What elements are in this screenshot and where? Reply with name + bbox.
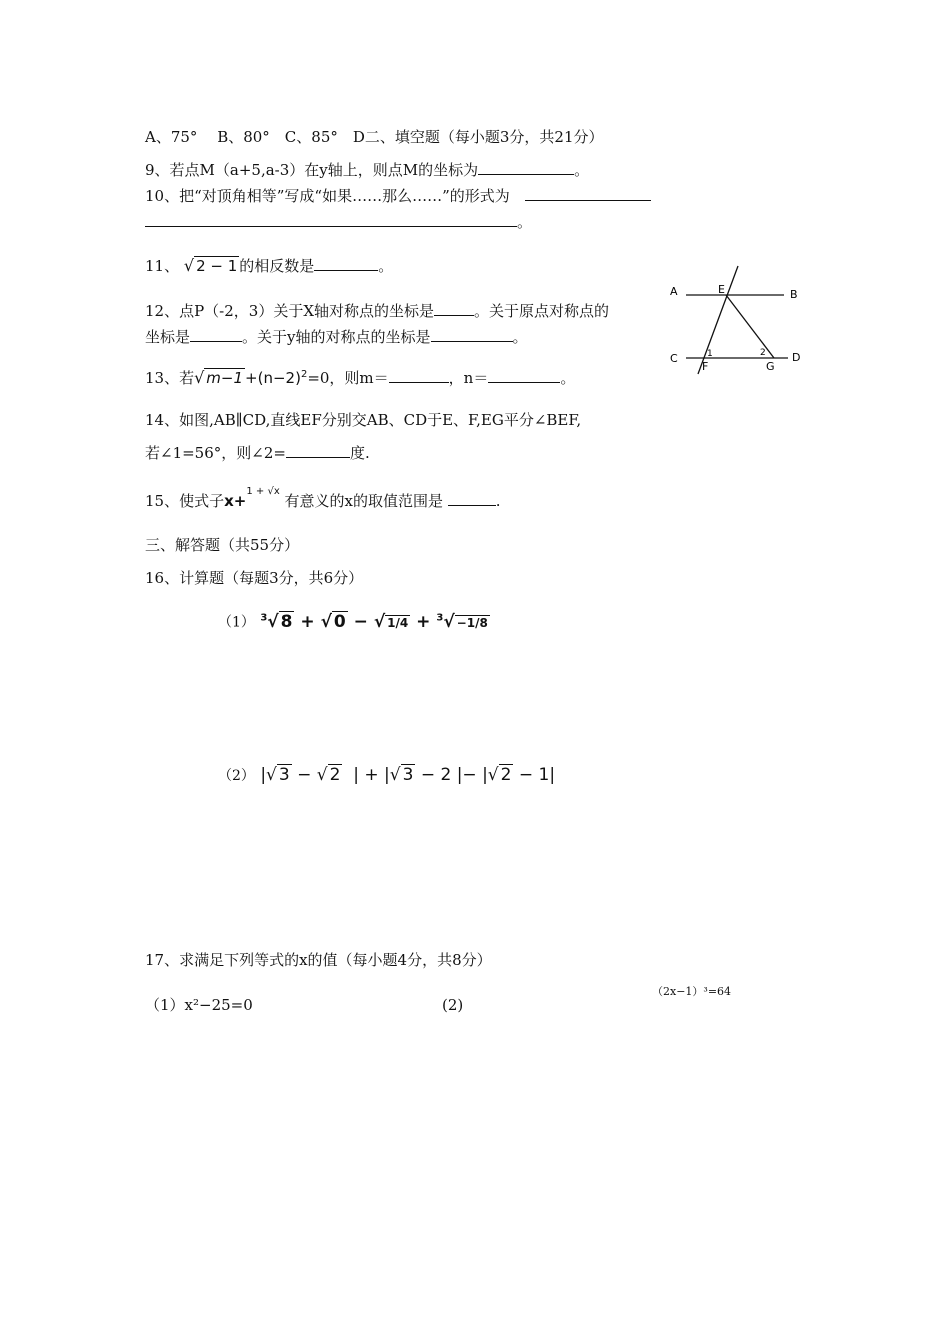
q14-blank	[286, 443, 350, 458]
q15-exponent: 1 + √x	[246, 486, 280, 497]
q13-text: =0，则m＝	[307, 369, 389, 387]
q15-prefix: 15、使式子	[145, 492, 225, 510]
section3-title: 三、解答题（共55分）	[145, 536, 300, 554]
q10-line2	[145, 212, 532, 232]
q10-text: 10、把“对顶角相等”写成“如果……那么……”的形式为	[145, 187, 510, 205]
q11-prefix: 11、	[145, 257, 180, 275]
q13-expression-rest: +(n−2)	[245, 369, 301, 387]
q10-blank-2	[145, 212, 517, 227]
q12-blank-3	[431, 327, 513, 342]
q11	[145, 256, 393, 276]
section2-title: 二、填空题（每小题3分，共21分）	[364, 128, 604, 146]
label-c: C	[670, 352, 678, 365]
q13-blank-n	[488, 368, 560, 383]
q16-1-label: （1）	[218, 614, 255, 631]
q16-2-label: （2）	[218, 768, 255, 784]
q14-text-2b: 度.	[349, 444, 370, 462]
q9-period: 。	[574, 161, 590, 179]
q14-line1	[145, 410, 581, 430]
q9-blank	[478, 160, 574, 175]
q17-2-expression: （2x−1）³=64	[652, 985, 732, 998]
q17-2-label: (2)	[442, 996, 464, 1014]
q9-text: 9、若点M（a+5,a-3）在y轴上，则点M的坐标为	[145, 161, 479, 179]
q13: 13、若√ $m-1 +(n-2)^2=0$，则m＝ ，n＝ 。	[145, 368, 576, 387]
q13-radicand: m−1	[206, 369, 244, 387]
q8-options: A、75° B、80° C、85° D	[145, 128, 365, 146]
q10	[145, 186, 651, 206]
q17-1: （1）x²−25=0	[145, 996, 253, 1014]
q12-line1	[145, 301, 609, 321]
label-f: F	[702, 360, 709, 373]
q14-text-1: 14、如图,AB∥CD,直线EF分别交AB、CD于E、F,EG平分∠BEF,	[145, 411, 582, 429]
q16-1	[218, 608, 490, 633]
q11-expression: 2 − 1	[196, 257, 238, 275]
label-e: E	[718, 283, 725, 296]
q9	[145, 160, 589, 180]
q12-blank-1	[434, 301, 474, 316]
q10-period: 。	[517, 213, 533, 231]
q12-period: 。	[512, 328, 528, 346]
geometry-figure	[664, 262, 814, 377]
q10-blank-1	[525, 186, 651, 201]
label-b: B	[790, 288, 798, 301]
q13-period: 。	[560, 369, 576, 387]
q16-2	[218, 765, 555, 786]
q13-blank-m	[389, 368, 449, 383]
q14-text-2a: 若∠1=56°，则∠2=	[145, 444, 286, 462]
q16-2-expression: |√ 3 − √ 2 | + |√ 3 − 2 |− |√ 2 − 1|	[260, 765, 556, 785]
q11-blank	[314, 256, 378, 271]
label-a: A	[670, 285, 678, 298]
q8-options-line	[145, 127, 604, 147]
sqrt-icon: √	[183, 256, 195, 275]
q13-prefix: 13、若	[145, 369, 195, 387]
q15-expression: x+	[224, 492, 247, 510]
q12-blank-2	[190, 327, 242, 342]
q13-n: ，n＝	[448, 369, 489, 387]
q12-text-2a: 坐标是	[145, 328, 191, 346]
q11-period: 。	[378, 257, 394, 275]
q12-text-1b: 。关于原点对称点的	[474, 302, 610, 320]
label-angle-2: 2	[760, 348, 766, 358]
q16-1-expression: $^3$√ 8 + √ 0 − √ 1/4 + $^3$√ −1/8	[260, 611, 488, 632]
q16-title: 16、计算题（每题3分，共6分）	[145, 569, 364, 587]
q12-line2	[145, 327, 528, 347]
line-eg	[726, 295, 774, 358]
q15-text: 有意义的x的取值范围是	[284, 492, 443, 510]
label-d: D	[792, 351, 801, 364]
q14-line2	[145, 443, 370, 463]
q12-text-1: 12、点P（-2，3）关于X轴对称点的坐标是	[145, 302, 435, 320]
q15-blank	[448, 491, 496, 506]
q12-text-2b: 。关于y轴的对称点的坐标是	[242, 328, 431, 346]
q17-title: 17、求满足下列等式的x的值（每小题4分，共8分）	[145, 951, 492, 969]
label-angle-1: 1	[707, 349, 713, 359]
q11-text: 的相反数是	[239, 257, 315, 275]
q15: 15、使式子x+$^{1 + √x}$ 有意义的x的取值范围是 .	[145, 486, 501, 510]
sqrt-icon: √	[194, 368, 205, 387]
label-g: G	[766, 360, 775, 373]
